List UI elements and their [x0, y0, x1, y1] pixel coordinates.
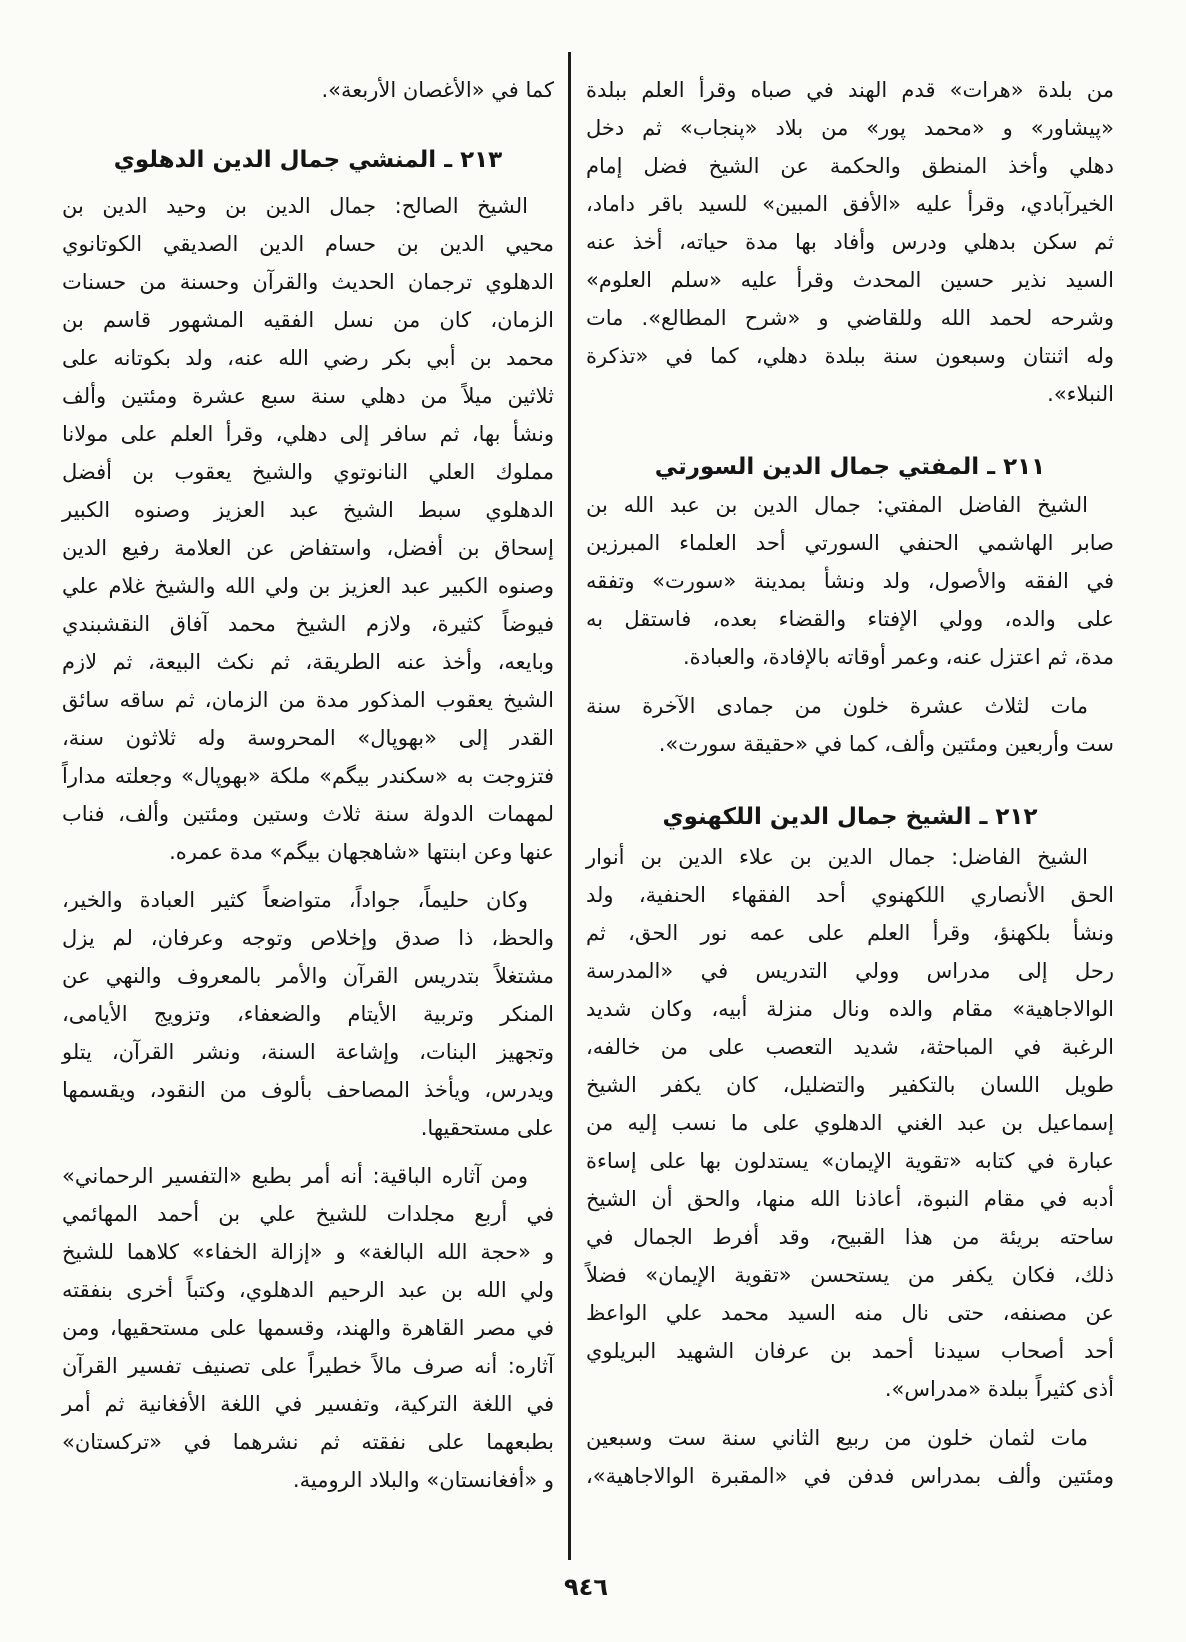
text-line: ومئتين وألف بمدراس فدفن في «المقبرة الوالاجاهية»،	[586, 1464, 1114, 1488]
text-line: عن مصنفه، حتى نال منه السيد محمد علي الواعظ	[586, 1301, 1114, 1325]
text-line: ولي الله بن عبد الرحيم الدهلوي، وكتباً أخرى بنفقته	[62, 1278, 554, 1302]
entry-211-heading: ٢١١ ـ المفتي جمال الدين السورتي	[654, 454, 1046, 480]
text-line: عبارة في كتابه «تقوية الإيمان» يستدلون بها على إساءة	[586, 1149, 1114, 1173]
text-line: محمد بن أبي بكر رضي الله عنه، ولد بكوتانه على	[62, 346, 554, 370]
text-line: القدر إلى «بهوپال» المحروسة وله ثلاثون سنة،	[62, 726, 554, 750]
text-line: وكان حليماً، جواداً، متواضعاً كثير العبادة والخير،	[62, 888, 528, 912]
paragraph	[62, 187, 554, 871]
right-column	[586, 0, 1114, 1560]
text-line: والحظ، ذا صدق وإخلاص وتوجه وعرفان، لم يزل	[62, 926, 554, 950]
text-line: أذى كثيراً ببلدة «مدراس».	[884, 1377, 1114, 1401]
text-line: المنكر وتربية الأيتام والضعفاء، وتزويج الأيامى،	[62, 1002, 554, 1026]
text-line: محيي الدين بن حسام الدين الصديقي الكوتانوي	[62, 232, 554, 256]
text-line: فتزوجت به «سكندر بيگم» ملكة «بهوپال» وجعلته مداراً	[62, 764, 554, 788]
text-line: إسماعيل بن عبد الغني الدهلوي على ما نسب إليه من	[586, 1111, 1114, 1135]
text-line: الحق الأنصاري اللكهنوي أحد الفقهاء الحنفية، ولد	[586, 883, 1114, 907]
text-line: بطبعهما على نفقته ثم نشرهما في «تركستان»	[62, 1430, 554, 1454]
text-line: وتجهيز البنات، وإشاعة السنة، ونشر القرآن، يتلو	[62, 1040, 554, 1064]
text-line: السيد نذير حسين المحدث وقرأ عليه «سلم العلوم»	[586, 268, 1114, 292]
paragraph	[586, 687, 1114, 763]
text-line: فيوضاً كثيرة، ولازم الشيخ محمد آفاق النقشبندي	[62, 612, 554, 636]
text-line: في مصر القاهرة والهند، وقسمها على مستحقيها، ومن	[62, 1316, 554, 1340]
left-column	[62, 0, 554, 1560]
text-line: ذلك، فكان يكفر من يستحسن «تقوية الإيمان» فضلاً	[586, 1263, 1114, 1287]
text-line: من بلدة «هرات» قدم الهند في صباه وقرأ العلم ببلدة	[586, 78, 1114, 102]
text-line: النبلاء».	[1047, 382, 1114, 406]
text-line: طويل اللسان بالتكفير والتضليل، كان يكفر الشيخ	[586, 1073, 1114, 1097]
text-line: مملوك العلي النانوتوي والشيخ يعقوب بن أفضل	[62, 460, 554, 484]
text-line: الدهلوي ترجمان الحديث والقرآن وحسنة من حسنات	[62, 270, 554, 294]
text-line: ونشأ بلكهنؤ، وقرأ العلم على عمه نور الحق، ثم	[586, 921, 1114, 945]
text-line: على مستحقيها.	[420, 1116, 554, 1140]
text-line: مات لثلاث عشرة خلون من جمادى الآخرة سنة	[586, 694, 1088, 718]
text-line: لمهمات الدولة سنة ثلاث وستين ومئتين وألف، فناب	[62, 802, 554, 826]
text-line: دهلي وأخذ المنطق والحكمة عن الشيخ فضل إمام	[586, 154, 1114, 178]
text-line: ويدرس، ويأخذ المصاحف بألوف من النقود، ويقسمها	[62, 1078, 554, 1102]
text-line: و «حجة الله البالغة» و «إزالة الخفاء» كلاهما للشيخ	[62, 1240, 554, 1264]
text-line: الوالاجاهية» مقام والده ونال منزلة أبيه، وكان شديد	[586, 997, 1114, 1021]
text-line: الزمان، كان من نسل الفقيه المشهور قاسم بن	[62, 308, 554, 332]
text-line: عنها وعن ابنتها «شاهجهان بيگم» مدة عمره.	[169, 840, 554, 864]
text-line: أحد أصحاب سيدنا أحمد بن عرفان الشهيد البريلوي	[586, 1339, 1114, 1363]
text-line: الخيرآبادي، وقرأ عليه «الأفق المبين» للسيد باقر داماد،	[586, 192, 1114, 216]
text-line: مدة، ثم اعتزل عنه، وعمر أوقاته بالإفادة، والعبادة.	[682, 645, 1114, 669]
text-line: في أربع مجلدات للشيخ علي بن أحمد المهائمي	[62, 1202, 554, 1226]
text-line: أدبه في مقام النبوة، أعاذنا الله منها، والحق أن الشيخ	[586, 1187, 1114, 1211]
text-line: وبايعه، وأخذ عنه الطريقة، ثم نكث البيعة، ثم لازم	[62, 650, 554, 674]
text-line: ثم سكن بدهلي ودرس وأفاد بها مدة حياته، أخذ عنه	[586, 230, 1114, 254]
text-line: مات لثمان خلون من ربيع الثاني سنة ست وسبعين	[586, 1426, 1088, 1450]
text-line: الشيخ الفاضل: جمال الدين بن علاء الدين بن أنوار	[586, 845, 1088, 869]
continued-paragraph	[62, 71, 554, 109]
entry-212-heading: ٢١٢ ـ الشيخ جمال الدين اللكهنوي	[662, 804, 1038, 830]
text-line: وصنوه الكبير عبد العزيز بن ولي الله والشيخ غلام علي	[62, 574, 554, 598]
text-line: مشتغلاً بتدريس القرآن والأمر بالمعروف والنهي عن	[62, 964, 554, 988]
page-number: ٩٤٦	[564, 1573, 608, 1601]
text-line: رحل إلى مدراس وولي التدريس في «المدرسة	[586, 959, 1114, 983]
text-line: و «أفغانستان» والبلاد الرومية.	[292, 1468, 554, 1492]
text-line: ثلاثين ميلاً من دهلي سنة سبع عشرة ومئتين وألف	[62, 384, 554, 408]
paragraph	[62, 881, 554, 1147]
continued-paragraph	[586, 71, 1114, 413]
text-line: صابر الهاشمي الحنفي السورتي أحد العلماء المبرزين	[586, 531, 1114, 555]
text-line: الشيخ يعقوب المذكور مدة من الزمان، ثم ساقه سائق	[62, 688, 554, 712]
text-line: الشيخ الفاضل المفتي: جمال الدين بن عبد الله بن	[586, 493, 1088, 517]
text-line: في الفقه والأصول، ولد ونشأ بمدينة «سورت» وتفقه	[586, 569, 1114, 593]
column-divider	[568, 52, 571, 1560]
paragraph	[586, 486, 1114, 676]
entry-213-heading: ٢١٣ ـ المنشي جمال الدين الدهلوي	[113, 147, 503, 173]
text-line: إسحاق بن أفضل، واستفاض عن العلامة رفيع الدين	[62, 536, 554, 560]
text-line: وله اثنتان وسبعون سنة ببلدة دهلي، كما في «تذكرة	[586, 344, 1114, 368]
paragraph	[62, 1157, 554, 1499]
text-line: ست وأربعين ومئتين وألف، كما في «حقيقة سورت».	[658, 732, 1114, 756]
text-line: كما في «الأغصان الأربعة».	[321, 78, 554, 102]
text-line: على والده، وولي الإفتاء والقضاء بعده، فاستقل به	[586, 607, 1114, 631]
text-line: ونشأ بها، ثم سافر إلى دهلي، وقرأ العلم على مولانا	[62, 422, 554, 446]
paragraph	[586, 838, 1114, 1408]
text-line: الشيخ الصالح: جمال الدين بن وحيد الدين بن	[62, 194, 528, 218]
text-line: الدهلوي سبط الشيخ عبد العزيز وصنوه الكبير	[62, 498, 554, 522]
text-line: الرغبة في المباحثة، شديد التعصب على من خالفه،	[586, 1035, 1114, 1059]
text-line: ومن آثاره الباقية: أنه أمر بطبع «التفسير الرحماني»	[62, 1164, 528, 1188]
text-line: في اللغة التركية، وتفسير في اللغة الأفغانية ثم أمر	[62, 1392, 554, 1416]
text-line: آثاره: أنه صرف مالاً خطيراً على تصنيف تفسير القرآن	[62, 1354, 554, 1378]
text-line: وشرحه لحمد الله وللقاضي و «شرح المطالع». مات	[586, 306, 1114, 330]
text-line: ساحته بريئة من هذا القبيح، وقد أفرط الجمال في	[586, 1225, 1114, 1249]
paragraph	[586, 1419, 1114, 1495]
text-line: «پيشاور» و «محمد پور» من بلاد «پنجاب» ثم دخل	[586, 116, 1114, 140]
